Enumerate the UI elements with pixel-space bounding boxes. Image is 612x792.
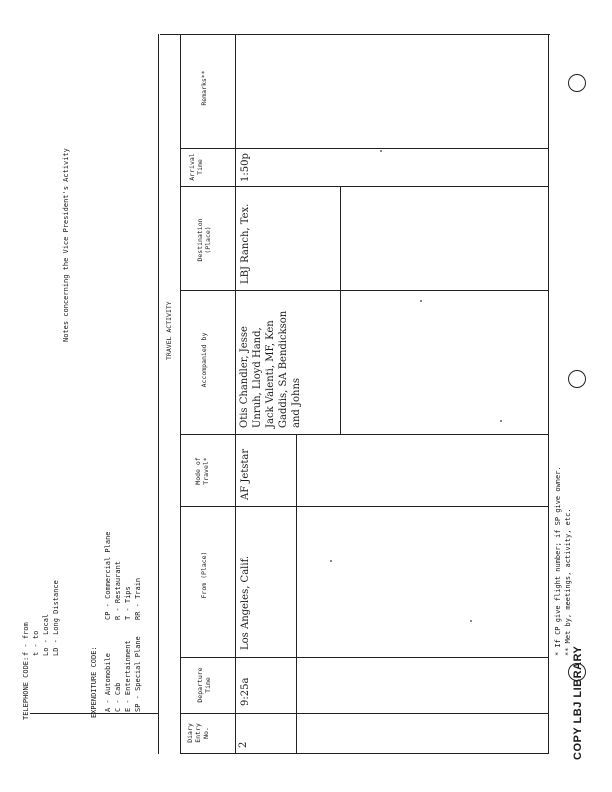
travel-activity-header: TRAVEL ACTIVITY	[165, 301, 173, 360]
col-header-from: From (Place)	[200, 551, 208, 599]
footnote-cp-sp: * If CP give flight number; if SP give owner.	[554, 466, 562, 656]
col-sep	[180, 186, 548, 187]
entry-row-separator	[296, 434, 297, 754]
entry-accompanied-line: and Johns	[291, 377, 302, 428]
expenditure-code-item: T - Tips	[124, 586, 132, 620]
left-border	[158, 34, 159, 754]
header-right-rule	[235, 34, 236, 754]
col-sep	[180, 434, 548, 435]
col-header-remarks: Remarks**	[200, 70, 208, 106]
col-header-arrival: Arrival Time	[188, 153, 204, 181]
entry-accompanied-line: Jack Valenti, MF, Ken	[265, 320, 276, 428]
col-sep	[180, 713, 548, 714]
entry-accompanied-line: Unruh, Lloyd Hand,	[252, 327, 263, 428]
binder-hole	[568, 370, 586, 388]
telephone-code-item: f - from	[22, 622, 30, 656]
col-header-accompanied: Accompanied by	[200, 332, 208, 388]
telephone-code-item: Lo - Local	[42, 613, 50, 656]
col-sep	[180, 148, 548, 149]
expenditure-code-item: CP - Commercial Plane	[104, 531, 112, 620]
entry-accompanied-line: Gaddis, SA Bendickson	[278, 310, 289, 428]
col-sep	[180, 290, 548, 291]
col-header-destination: Destination (Place)	[196, 218, 212, 262]
entry-departure-time: 9:25a	[240, 677, 251, 706]
col-header-mode: Mode of Travel*	[194, 457, 210, 485]
expenditure-code-item: RR - Train	[134, 577, 142, 620]
telephone-code-item: t - to	[32, 630, 40, 656]
col-header-departure: Departure Time	[196, 667, 212, 703]
expenditure-code-item: C - Cab	[114, 682, 122, 712]
expenditure-code-title: EXPENDITURE CODE:	[90, 646, 98, 718]
right-border	[548, 34, 549, 754]
scan-speck	[420, 300, 422, 302]
library-stamp: COPY LBJ LIBRARY	[572, 645, 584, 760]
expenditure-code-item: SP - Special Plane	[134, 636, 142, 712]
entry-diary-no: 2	[238, 741, 249, 748]
entry-accompanied-line: Otis Chandler, Jesse	[239, 326, 250, 428]
telephone-code-item: LD - Long Distance	[52, 580, 60, 656]
travel-header-line	[158, 34, 159, 35]
footnote-met-by: ** Met by, meetings, activity, etc.	[564, 508, 572, 656]
scan-speck	[380, 150, 382, 152]
scan-speck	[330, 560, 332, 562]
binder-hole	[568, 663, 586, 681]
expenditure-code-item: R - Restaurant	[114, 560, 122, 620]
header-left-rule	[180, 34, 181, 754]
expenditure-code-item: E - Entertainment	[124, 640, 132, 712]
entry-mode: AF Jetstar	[240, 448, 251, 500]
col-sep	[180, 506, 548, 507]
binder-hole	[568, 74, 586, 92]
scan-speck	[500, 420, 502, 422]
entry-row-separator	[340, 186, 341, 434]
expenditure-code-item: A - Automobile	[104, 652, 112, 712]
entry-arrival-time: 1:50p	[240, 153, 251, 182]
entry-destination: LBJ Ranch, Tex.	[240, 203, 251, 284]
col-sep	[180, 34, 548, 35]
col-sep	[180, 657, 548, 658]
scan-speck	[470, 620, 472, 622]
notes-header: Notes concerning the Vice President's Activity	[62, 148, 70, 342]
col-header-diary: Diary Entry No.	[186, 723, 210, 743]
telephone-code-title: TELEPHONE CODE:	[22, 656, 30, 720]
entry-from-place: Los Angeles, Calif.	[240, 555, 251, 650]
